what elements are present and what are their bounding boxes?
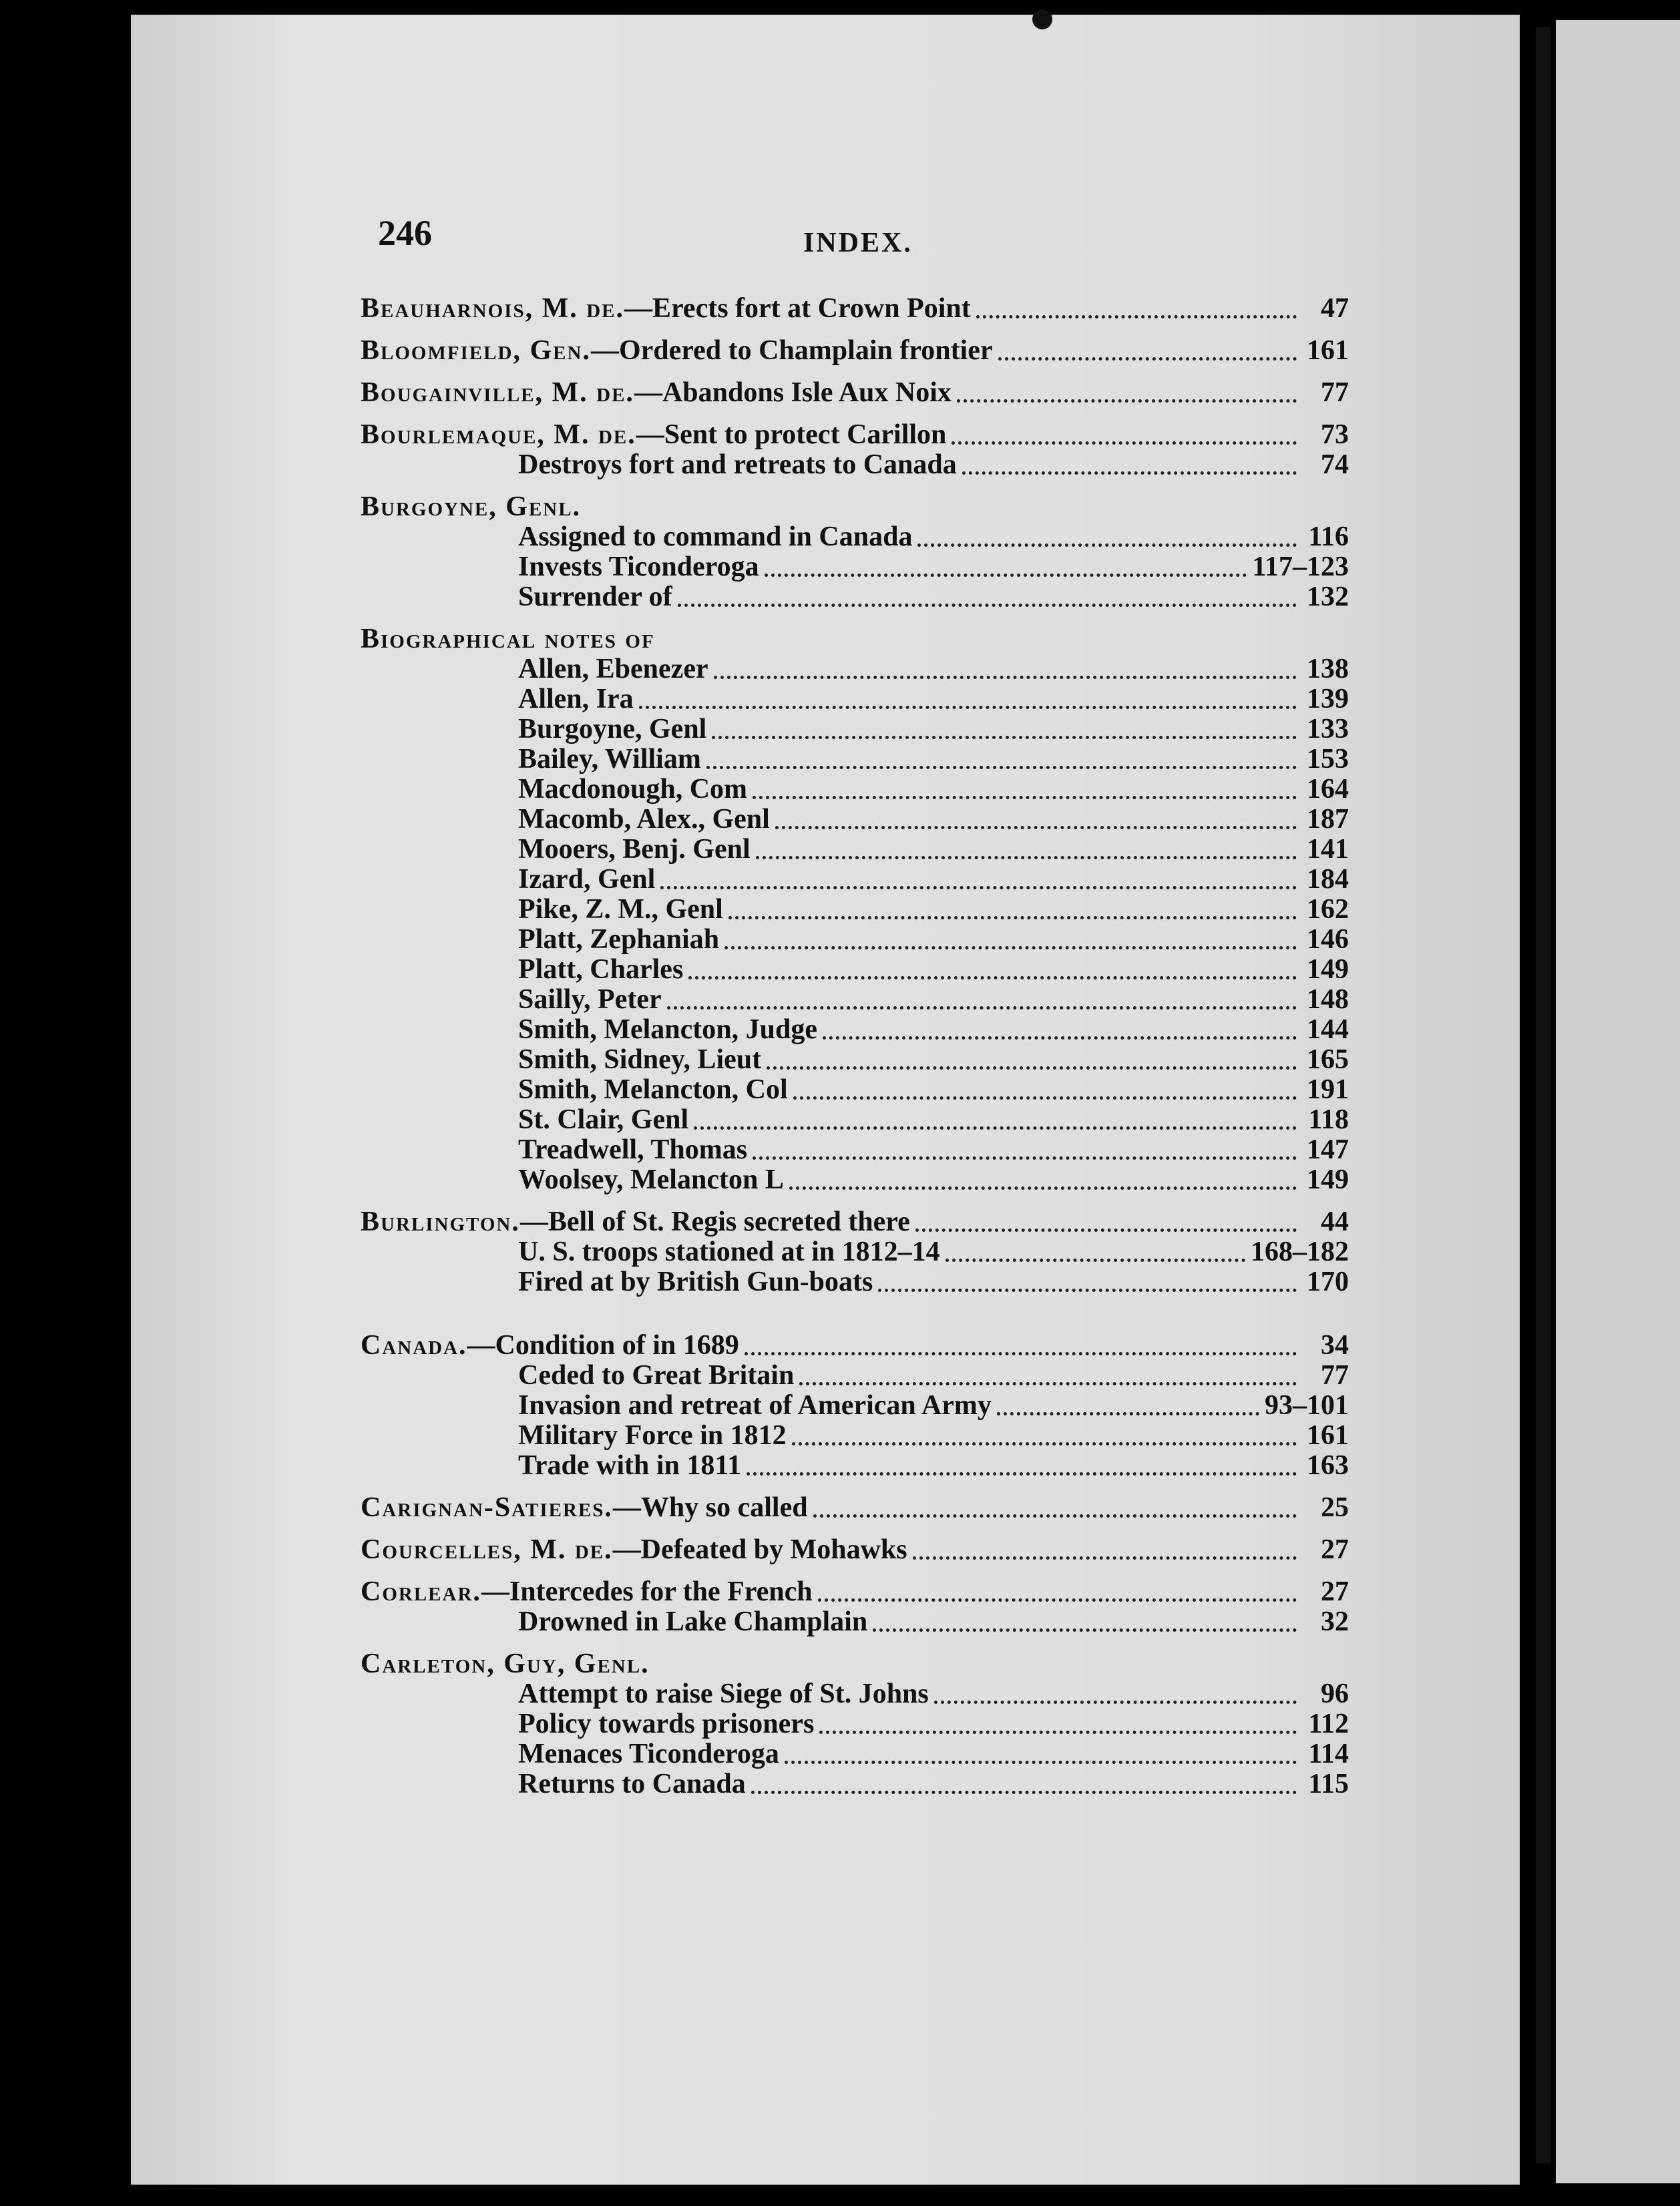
index-heading: Beauharnois, M. de. <box>361 293 625 324</box>
index-subentry-text: —Sent to protect Carillon <box>636 419 947 450</box>
index-subentry <box>361 1267 1349 1297</box>
dot-leader <box>976 315 1297 318</box>
index-subentry-text: Mooers, Benj. Genl <box>518 834 751 865</box>
index-subentry-text: —Defeated by Mohawks <box>612 1534 907 1565</box>
dot-leader <box>813 1514 1297 1518</box>
index-subentry <box>361 450 1349 480</box>
index-entry <box>361 378 1349 408</box>
dot-leader <box>678 604 1297 607</box>
index-subentry <box>361 552 1349 582</box>
index-subentry <box>361 865 1349 895</box>
index-subentry-text: Destroys fort and retreats to Canada <box>518 449 957 480</box>
dot-leader <box>789 1186 1297 1190</box>
page-reference: 27 <box>1321 1534 1349 1565</box>
dot-leader <box>913 1556 1297 1560</box>
dot-leader <box>952 441 1297 445</box>
index-subentry-text: Surrender of <box>518 582 672 612</box>
dot-leader <box>753 796 1297 799</box>
dot-leader <box>819 1731 1297 1734</box>
index-entry <box>361 420 1349 480</box>
page-reference: 115 <box>1308 1769 1349 1799</box>
index-subentry-text: Smith, Melancton, Judge <box>518 1014 818 1045</box>
page-reference: 73 <box>1321 419 1349 450</box>
page-reference: 187 <box>1307 804 1349 835</box>
page-reference: 138 <box>1307 654 1349 684</box>
page-reference: 77 <box>1321 377 1349 408</box>
page-reference: 27 <box>1321 1576 1349 1607</box>
index-entry <box>361 492 1349 612</box>
page-reference: 133 <box>1307 714 1349 744</box>
page-reference: 161 <box>1307 335 1349 366</box>
page-reference: 149 <box>1307 954 1349 985</box>
index-subentry <box>361 1679 1349 1709</box>
index-heading: Burlington. <box>361 1206 520 1237</box>
index-subentry <box>361 1421 1349 1451</box>
page-reference: 118 <box>1308 1104 1349 1135</box>
page-reference: 162 <box>1307 894 1349 925</box>
index-heading-line <box>361 492 1349 522</box>
index-subentry <box>361 744 1349 775</box>
index-subentry <box>361 1709 1349 1739</box>
page-reference: 153 <box>1307 744 1349 775</box>
dot-leader <box>714 676 1297 679</box>
page-reference: 163 <box>1307 1450 1349 1481</box>
dot-leader <box>639 706 1297 709</box>
index-heading-line <box>361 1649 1349 1679</box>
index-subentry-text: Policy towards prisoners <box>518 1709 815 1739</box>
index-subentry <box>361 714 1349 744</box>
page-reference: 146 <box>1307 924 1349 955</box>
index-heading-line <box>361 1331 1349 1361</box>
index-heading: Courcelles, M. de. <box>361 1534 613 1565</box>
page-reference: 161 <box>1307 1420 1349 1451</box>
running-title: INDEX. <box>803 228 913 258</box>
index-heading: Canada. <box>361 1330 467 1361</box>
facing-page-edge <box>1556 20 1680 2183</box>
index-subentry <box>361 805 1349 835</box>
index-subentry <box>361 1361 1349 1391</box>
dot-leader <box>756 856 1297 859</box>
dot-leader <box>818 1598 1297 1602</box>
index-subentry-text: Fired at by British Gun-boats <box>518 1267 873 1297</box>
index-heading-line <box>361 624 1349 654</box>
page-reference: 93–101 <box>1265 1390 1349 1421</box>
index-subentry <box>361 1739 1349 1769</box>
page-reference: 139 <box>1307 684 1349 714</box>
dot-leader <box>998 357 1297 361</box>
page-gutter <box>1536 27 1550 2163</box>
index-subentry-text: —Erects fort at Crown Point <box>624 293 971 324</box>
dot-leader <box>745 1352 1297 1355</box>
dot-leader <box>792 1442 1297 1446</box>
binding-mark <box>1032 9 1052 29</box>
page-reference: 114 <box>1308 1739 1349 1769</box>
dot-leader <box>728 916 1297 919</box>
index-subentry <box>361 1135 1349 1165</box>
index-subentry-text: Invests Ticonderoga <box>518 552 759 582</box>
index-subentry-text: —Bell of St. Regis secreted there <box>519 1206 910 1237</box>
index-subentry-text: Ceded to Great Britain <box>518 1360 795 1391</box>
index-subentry <box>361 1391 1349 1421</box>
index-heading-line <box>361 1535 1349 1565</box>
index-subentry-text: Burgoyne, Genl <box>518 714 707 744</box>
dot-leader <box>793 1096 1297 1100</box>
index-heading: Carleton, Guy, Genl. <box>361 1648 650 1679</box>
index-subentry-text: Military Force in 1812 <box>518 1420 787 1451</box>
page-reference: 191 <box>1307 1074 1349 1105</box>
index-subentry <box>361 654 1349 684</box>
index-entry <box>361 1535 1349 1565</box>
index-heading: Bloomfield, Gen. <box>361 335 591 366</box>
dot-leader <box>660 886 1297 889</box>
index-entry <box>361 1493 1349 1523</box>
index-entry <box>361 624 1349 1195</box>
index-heading-line <box>361 420 1349 450</box>
index-heading: Corlear. <box>361 1576 481 1607</box>
page-reference: 47 <box>1321 293 1349 324</box>
index-heading: Bourlemaque, M. de. <box>361 419 636 450</box>
dot-leader <box>712 736 1297 739</box>
page-reference: 25 <box>1321 1492 1349 1523</box>
index-subentry-text: Woolsey, Melancton L <box>518 1164 784 1195</box>
index-entry <box>361 1207 1349 1297</box>
index-subentry <box>361 1075 1349 1105</box>
index-subentry-text: Izard, Genl <box>518 864 656 895</box>
index-subentry-text: Allen, Ira <box>518 684 634 714</box>
index-subentry-text: Sailly, Peter <box>518 984 662 1015</box>
index-subentry <box>361 684 1349 714</box>
page-reference: 148 <box>1307 984 1349 1015</box>
index-subentry <box>361 1015 1349 1045</box>
dot-leader <box>753 1156 1297 1160</box>
page-reference: 144 <box>1307 1014 1349 1045</box>
dot-leader <box>765 574 1247 577</box>
dot-leader <box>946 1259 1245 1262</box>
page-reference: 170 <box>1307 1267 1349 1297</box>
index-subentry-text: Trade with in 1811 <box>518 1450 742 1481</box>
dot-leader <box>997 1412 1259 1415</box>
page-reference: 44 <box>1321 1206 1349 1237</box>
index-heading-line <box>361 378 1349 408</box>
page-reference: 168–182 <box>1251 1237 1349 1267</box>
page-reference: 117–123 <box>1252 552 1349 582</box>
page-reference: 96 <box>1321 1679 1349 1709</box>
dot-leader <box>915 1229 1297 1232</box>
index-subentry-text: Smith, Sidney, Lieut <box>518 1044 762 1075</box>
page-reference: 34 <box>1321 1330 1349 1361</box>
page-reference: 141 <box>1307 834 1349 865</box>
index-subentry-text: Macomb, Alex., Genl <box>518 804 770 835</box>
index-subentry-text: Pike, Z. M., Genl <box>518 894 723 925</box>
index-heading: Carignan-Satieres. <box>361 1492 613 1523</box>
index-subentry-text: Allen, Ebenezer <box>518 654 708 684</box>
index-subentry-text: —Intercedes for the French <box>481 1576 813 1607</box>
index-subentry-text: —Why so called <box>612 1492 808 1523</box>
index-subentry <box>361 775 1349 805</box>
index-entry <box>361 1331 1349 1481</box>
index-subentry-text: —Condition of in 1689 <box>467 1330 739 1361</box>
index-subentry <box>361 1451 1349 1481</box>
page-reference: 165 <box>1307 1044 1349 1075</box>
dot-leader <box>957 399 1297 403</box>
page-reference: 116 <box>1308 521 1349 552</box>
index-subentry <box>361 1769 1349 1799</box>
index-subentry <box>361 1237 1349 1267</box>
dot-leader <box>785 1761 1297 1764</box>
dot-leader <box>751 1791 1297 1794</box>
index-entry <box>361 1649 1349 1799</box>
index-entry <box>361 294 1349 324</box>
dot-leader <box>688 976 1297 979</box>
index-subentry-text: —Ordered to Champlain frontier <box>590 335 993 366</box>
dot-leader <box>694 1126 1297 1130</box>
index-heading-line <box>361 294 1349 324</box>
index-subentry <box>361 522 1349 552</box>
index-subentry <box>361 925 1349 955</box>
index-subentry-text: Attempt to raise Siege of St. Johns <box>518 1679 929 1709</box>
index-subentry-text: St. Clair, Genl <box>518 1104 689 1135</box>
dot-leader <box>934 1701 1297 1704</box>
dot-leader <box>962 471 1297 475</box>
index-subentry <box>361 985 1349 1015</box>
dot-leader <box>823 1036 1297 1040</box>
dot-leader <box>767 1066 1297 1070</box>
page-reference: 149 <box>1307 1164 1349 1195</box>
index-subentry-text: Macdonough, Com <box>518 774 748 805</box>
index-heading-line <box>361 1207 1349 1237</box>
index-heading-line <box>361 1577 1349 1607</box>
dot-leader <box>917 543 1297 547</box>
index-subentry <box>361 1105 1349 1135</box>
index-heading-line <box>361 1493 1349 1523</box>
index-subentry-text: U. S. troops stationed at in 1812–14 <box>518 1237 940 1267</box>
index-subentry-text: Bailey, William <box>518 744 701 775</box>
dot-leader <box>747 1472 1297 1476</box>
index-entry <box>361 1577 1349 1637</box>
dot-leader <box>706 766 1297 769</box>
index-subentry-text: Platt, Charles <box>518 954 684 985</box>
index-subentry <box>361 955 1349 985</box>
index-subentry-text: Returns to Canada <box>518 1769 746 1799</box>
index-subentry-text: Invasion and retreat of American Army <box>518 1390 992 1421</box>
index-subentry <box>361 835 1349 865</box>
index-subentry <box>361 582 1349 612</box>
page-reference: 132 <box>1307 582 1349 612</box>
index-list <box>361 294 1349 1811</box>
index-subentry-text: Assigned to command in Canada <box>518 521 913 552</box>
index-subentry-text: Drowned in Lake Champlain <box>518 1606 868 1637</box>
dot-leader <box>873 1628 1297 1632</box>
index-heading: Biographical notes of <box>361 624 655 654</box>
page-reference: 147 <box>1307 1134 1349 1165</box>
dot-leader <box>724 946 1297 949</box>
index-heading: Burgoyne, Genl. <box>361 491 582 522</box>
index-subentry <box>361 895 1349 925</box>
index-subentry-text: —Abandons Isle Aux Noix <box>634 377 952 408</box>
index-subentry <box>361 1607 1349 1637</box>
dot-leader <box>775 826 1297 829</box>
index-subentry <box>361 1165 1349 1195</box>
dot-leader <box>667 1006 1297 1010</box>
index-entry <box>361 336 1349 366</box>
page-reference: 74 <box>1321 449 1349 480</box>
page-reference: 164 <box>1307 774 1349 805</box>
index-heading-line <box>361 336 1349 366</box>
dot-leader <box>799 1382 1297 1385</box>
page-reference: 112 <box>1308 1709 1349 1739</box>
page-reference: 32 <box>1321 1606 1349 1637</box>
index-subentry-text: Menaces Ticonderoga <box>518 1739 779 1769</box>
page-number: 246 <box>378 213 432 253</box>
page-reference: 77 <box>1321 1360 1349 1391</box>
index-subentry-text: Treadwell, Thomas <box>518 1134 748 1165</box>
dot-leader <box>878 1289 1297 1292</box>
index-subentry-text: Platt, Zephaniah <box>518 924 720 955</box>
index-subentry <box>361 1045 1349 1075</box>
page-reference: 184 <box>1307 864 1349 895</box>
index-subentry-text: Smith, Melancton, Col <box>518 1074 788 1105</box>
index-heading: Bougainville, M. de. <box>361 377 634 408</box>
